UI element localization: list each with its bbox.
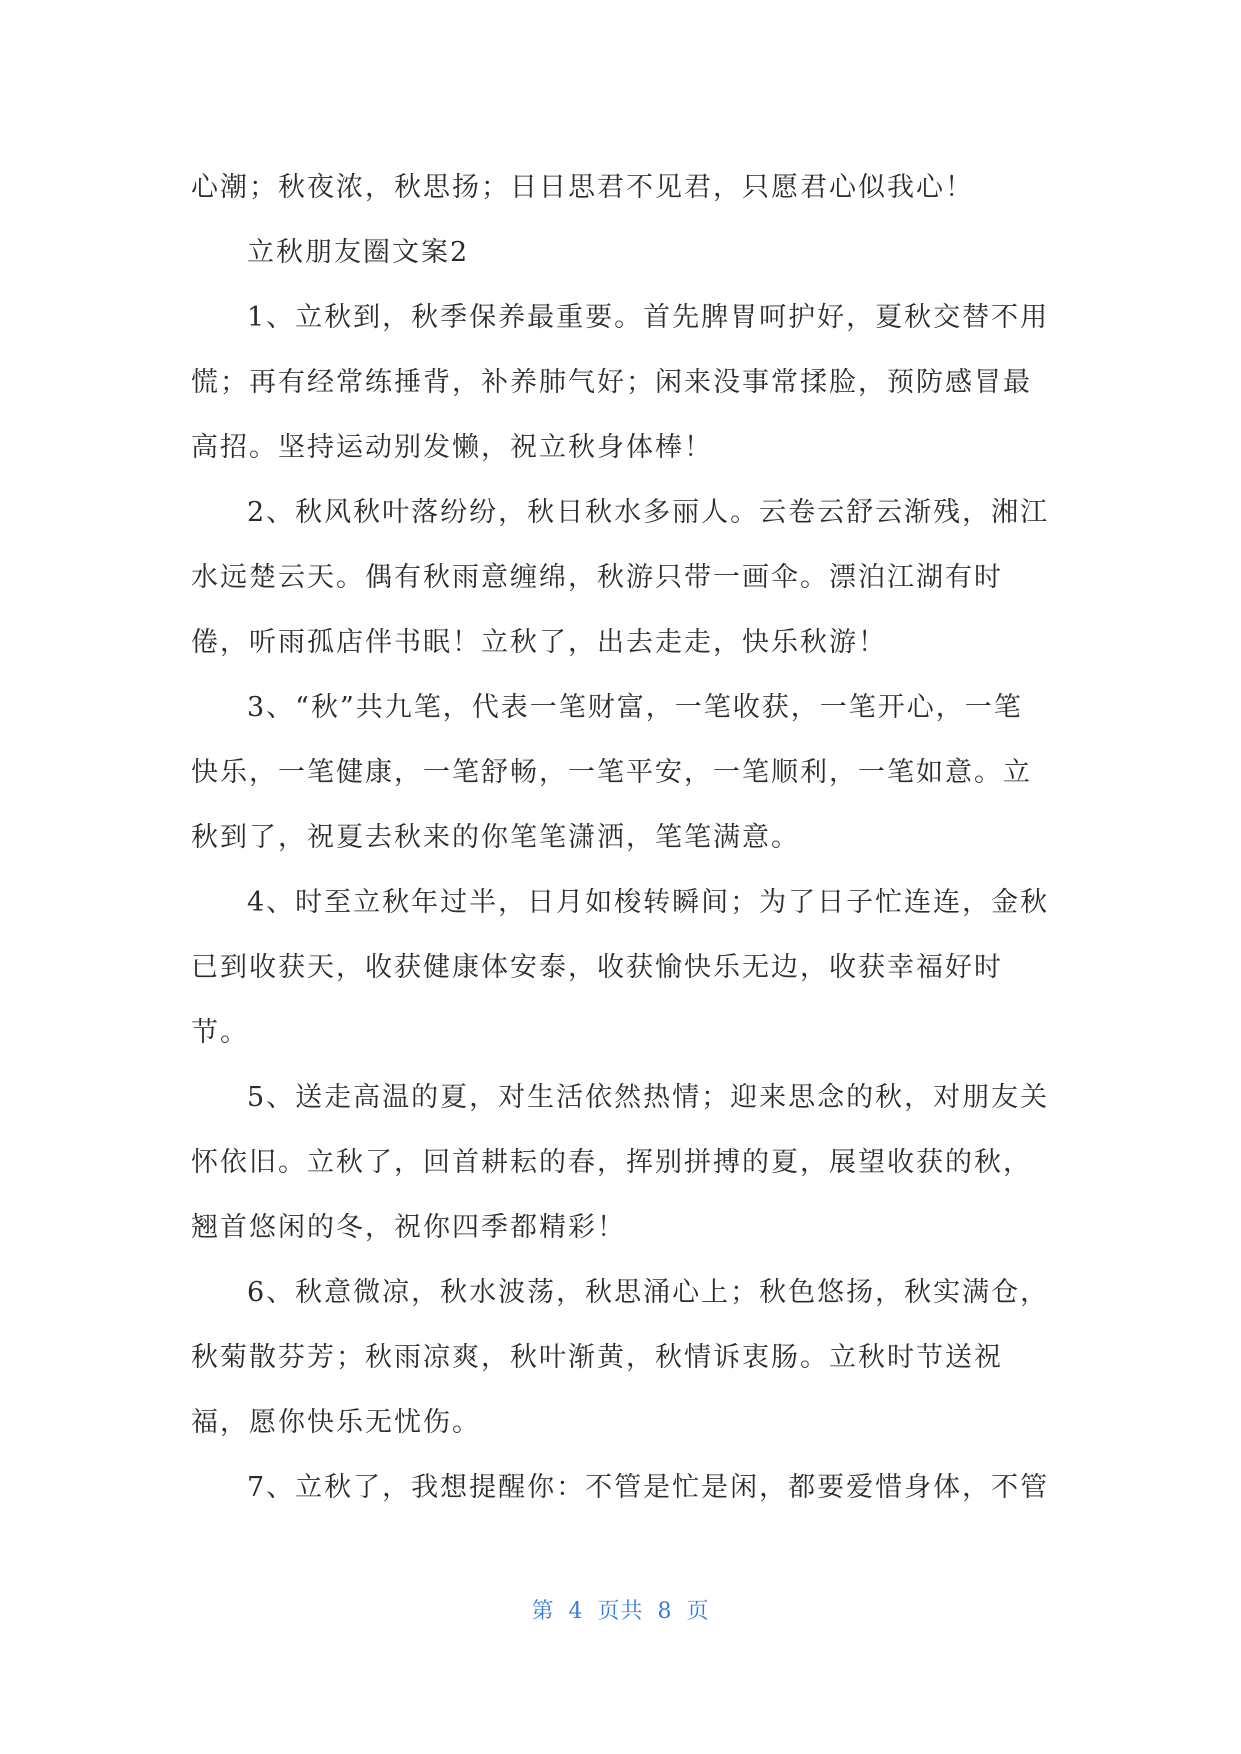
text-line: 翘首悠闲的冬，祝你四季都精彩！: [191, 1212, 626, 1243]
text-line: 2、秋风秋叶落纷纷，秋日秋水多丽人。云卷云舒云渐残，湘江: [247, 497, 1050, 528]
document-body: [191, 155, 1053, 1520]
text-line: 已到收获天，收获健康体安泰，收获愉快乐无边，收获幸福好时: [191, 952, 1003, 983]
text-line: 心潮；秋夜浓，秋思扬；日日思君不见君，只愿君心似我心！: [191, 172, 974, 203]
text-line: 6、秋意微凉，秋水波荡，秋思涌心上；秋色悠扬，秋实满仓，: [247, 1277, 1050, 1308]
text-line: 水远楚云天。偶有秋雨意缠绵，秋游只带一画伞。漂泊江湖有时: [191, 562, 1003, 593]
footer-prefix: 第: [531, 1599, 555, 1624]
text-line: 福，愿你快乐无忧伤。: [191, 1407, 481, 1438]
text-line: 高招。坚持运动别发懒，祝立秋身体棒！: [191, 432, 713, 463]
text-line: 5、送走高温的夏，对生活依然热情；迎来思念的秋，对朋友关: [247, 1082, 1050, 1113]
total-pages-number: 8: [657, 1599, 673, 1624]
page-footer: [0, 1594, 1241, 1625]
text-line: 慌；再有经常练捶背，补养肺气好；闲来没事常揉脸，预防感冒最: [191, 367, 1032, 398]
text-line: 秋菊散芬芳；秋雨凉爽，秋叶渐黄，秋情诉衷肠。立秋时节送祝: [191, 1342, 1003, 1373]
current-page-number: 4: [568, 1599, 584, 1624]
text-line: 4、时至立秋年过半，日月如梭转瞬间；为了日子忙连连，金秋: [247, 887, 1050, 918]
text-line: 1、立秋到，秋季保养最重要。首先脾胃呵护好，夏秋交替不用: [247, 302, 1050, 333]
text-line: 怀依旧。立秋了，回首耕耘的春，挥别拼搏的夏，展望收获的秋，: [191, 1147, 1032, 1178]
text-line: 快乐，一笔健康，一笔舒畅，一笔平安，一笔顺利，一笔如意。立: [191, 757, 1032, 788]
text-line: 秋到了，祝夏去秋来的你笔笔潇洒，笔笔满意。: [191, 822, 800, 853]
section-heading: 立秋朋友圈文案2: [247, 237, 470, 268]
text-line: 节。: [191, 1017, 249, 1048]
footer-suffix: 页: [686, 1599, 710, 1624]
footer-middle: 页共: [597, 1599, 644, 1624]
text-line: 3、“秋”共九笔，代表一笔财富，一笔收获，一笔开心，一笔: [247, 692, 1023, 723]
text-line: 倦，听雨孤店伴书眠！立秋了，出去走走，快乐秋游！: [191, 627, 887, 658]
text-line: 7、立秋了，我想提醒你：不管是忙是闲，都要爱惜身体，不管: [247, 1472, 1050, 1503]
